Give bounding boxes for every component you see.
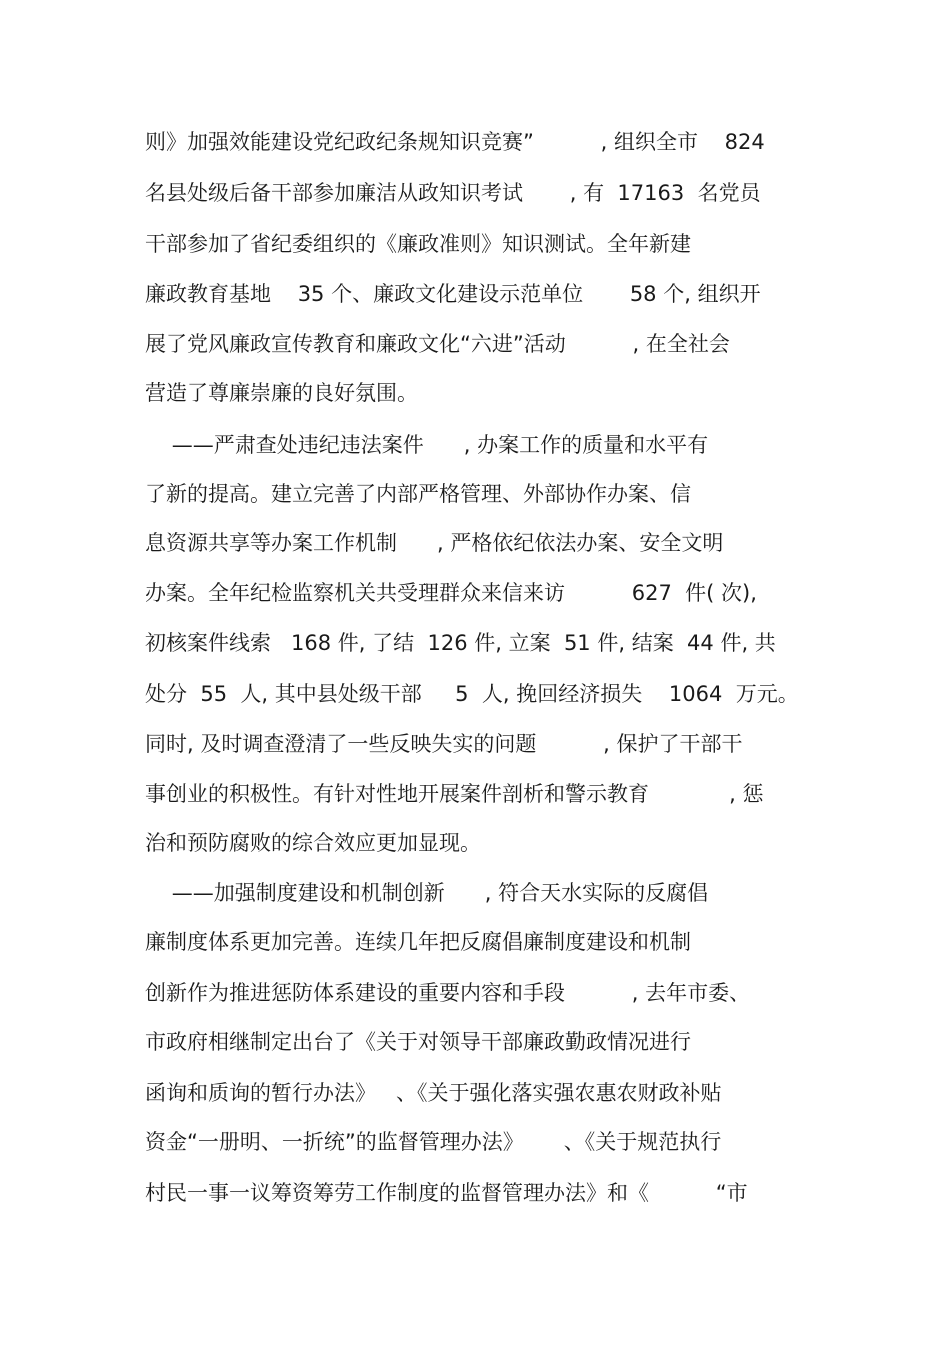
text-line: 治和预防腐败的综合效应更加显现。	[145, 831, 481, 855]
text-line: 展了党风廉政宣传教育和廉政文化“六进”活动 , 在全社会	[145, 332, 730, 356]
text-line: 初核案件线索 168 件, 了结 126 件, 立案 51 件, 结案 44 件, 共	[145, 631, 776, 655]
text-line: 营造了尊廉崇廉的良好氛围。	[145, 381, 418, 405]
text-line: 事创业的积极性。有针对性地开展案件剖析和警示教育 , 惩	[145, 782, 764, 806]
text-line: 息资源共享等办案工作机制 , 严格依纪依法办案、安全文明	[145, 531, 724, 555]
text-line: 资金“一册明、一折统”的监督管理办法》 、《关于规范执行	[145, 1130, 722, 1154]
text-line: 同时, 及时调查澄清了一些反映失实的问题 , 保护了干部干	[145, 732, 743, 756]
text-line: 市政府相继制定出台了《关于对领导干部廉政勤政情况进行	[145, 1030, 691, 1054]
text-line: 处分 55 人, 其中县处级干部 5 人, 挽回经济损失 1064 万元。	[145, 682, 799, 706]
section-heading-line: ——加强制度建设和机制创新 , 符合天水实际的反腐倡	[145, 881, 709, 905]
text-line: 村民一事一议筹资筹劳工作制度的监督管理办法》和《 “市	[145, 1181, 748, 1205]
text-line: 函询和质询的暂行办法》 、《关于强化落实强农惠农财政补贴	[145, 1081, 722, 1105]
text-line: 了新的提高。建立完善了内部严格管理、外部协作办案、信	[145, 482, 691, 506]
text-line: 办案。全年纪检监察机关共受理群众来信来访 627 件( 次),	[145, 581, 757, 605]
section-heading-line: ——严肃查处违纪违法案件 , 办案工作的质量和水平有	[145, 433, 709, 457]
text-line: 创新作为推进惩防体系建设的重要内容和手段 , 去年市委、	[145, 981, 751, 1005]
text-line: 廉制度体系更加完善。连续几年把反腐倡廉制度建设和机制	[145, 930, 691, 954]
text-line: 干部参加了省纪委组织的《廉政准则》知识测试。全年新建	[145, 232, 691, 256]
text-line: 名县处级后备干部参加廉洁从政知识考试 , 有 17163 名党员	[145, 181, 761, 205]
text-line: 则》加强效能建设党纪政纪条规知识竞赛” , 组织全市 824	[145, 130, 765, 154]
text-line: 廉政教育基地 35 个、廉政文化建设示范单位 58 个, 组织开	[145, 282, 761, 306]
